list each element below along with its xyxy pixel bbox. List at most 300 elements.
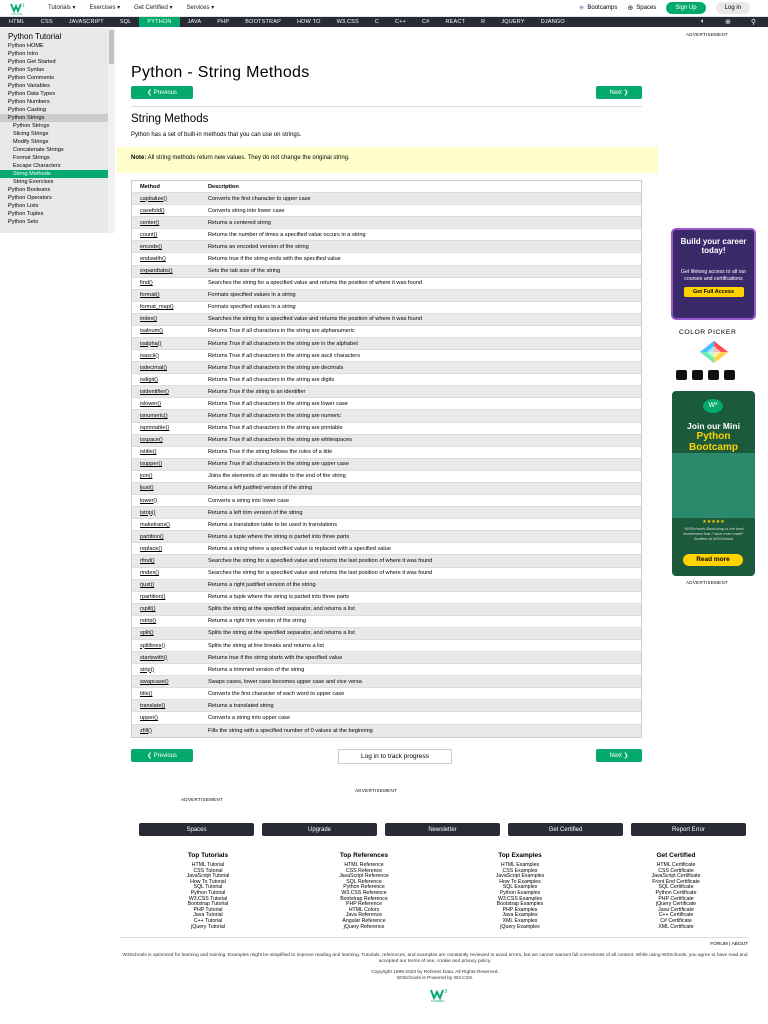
method-link[interactable]: center(): [140, 219, 160, 226]
footer-link[interactable]: jQuery Certificate: [655, 901, 697, 908]
description-cell: Returns true if the string starts with the specified value: [208, 654, 343, 661]
footer-link[interactable]: HTML Examples: [500, 862, 540, 868]
method-link[interactable]: encode(): [140, 243, 163, 250]
footer-newsletter-button[interactable]: Newsletter: [385, 823, 500, 836]
description-cell: Searches the string for a specified value and returns the last position of where it was found: [208, 557, 433, 564]
footer-link[interactable]: SQL Tutorial: [193, 884, 223, 891]
footer-link[interactable]: JavaScript Certificate: [651, 873, 701, 880]
svg-text:schools: schools: [11, 12, 23, 16]
method-link[interactable]: isdecimal(): [140, 364, 168, 371]
sidebar-item[interactable]: Python Operators: [8, 195, 52, 201]
method-link[interactable]: isidentifier(): [140, 388, 169, 395]
sidebar-item[interactable]: Python Numbers: [8, 99, 50, 105]
nav-javascript[interactable]: JAVASCRIPT: [68, 19, 104, 25]
table-header-row: [132, 181, 641, 193]
sidebar-item[interactable]: Python Lists: [8, 203, 39, 209]
footer-link[interactable]: Bootstrap Examples: [496, 901, 544, 908]
footer-link[interactable]: SQL Examples: [502, 884, 538, 891]
method-link[interactable]: lstrip(): [140, 509, 156, 516]
footer-link[interactable]: XML Examples: [502, 917, 538, 924]
method-cell: [132, 208, 208, 214]
description-cell: Sets the tab size of the string: [208, 268, 281, 275]
sidebar-item[interactable]: Python Strings: [13, 123, 50, 129]
table-row: [132, 568, 641, 580]
note-text: All string methods return new values. They do not change the original string.: [146, 155, 350, 161]
sidebar-item[interactable]: Python Variables: [8, 83, 50, 89]
method-link[interactable]: rfind(): [140, 557, 155, 564]
method-link[interactable]: index(): [140, 316, 158, 323]
footer-link[interactable]: C++ Tutorial: [193, 917, 223, 924]
svg-text:3: 3: [22, 3, 25, 8]
top-right-actions: [579, 2, 751, 14]
sidebar-item[interactable]: Python HOME: [8, 43, 44, 49]
nav-icons: [701, 18, 756, 26]
footer-report-error-button[interactable]: Report Error: [631, 823, 746, 836]
menu-tutorials[interactable]: Tutorials ▾: [48, 5, 76, 11]
method-cell: [132, 328, 208, 334]
note-box: [117, 147, 658, 173]
footer-logo[interactable]: [428, 986, 454, 1003]
table-row: [132, 471, 641, 483]
nav-c[interactable]: C: [374, 19, 380, 25]
method-link[interactable]: maketrans(): [140, 521, 170, 528]
nav-cpp[interactable]: C++: [395, 19, 407, 25]
footer-copyright: [120, 970, 750, 982]
w3schools-logo[interactable]: [9, 1, 31, 16]
description-cell: Returns a string where a specified value is replaced with a specified value: [208, 545, 391, 552]
career-promo[interactable]: [671, 228, 756, 320]
menu-services[interactable]: Services ▾: [186, 5, 215, 11]
footer-link[interactable]: HTML Tutorial: [191, 862, 225, 868]
footer-disclaimer: W3Schools is optimized for learning and training. Examples might be simplified to improve reading and learning. Tutorials, references, and examples are constantly reviewed to avoid errors, but we cannot warrant full correctness of all content. While using W3Schools, you agree to have read and accepted our terms of use, cookie and privacy policy.: [122, 953, 748, 964]
footer-link[interactable]: How To Examples: [499, 878, 541, 885]
footer-column: [624, 852, 728, 930]
method-cell: [132, 413, 208, 419]
globe-icon[interactable]: ⊕: [724, 19, 731, 26]
instagram-icon[interactable]: [692, 370, 703, 380]
nav-php[interactable]: PHP: [217, 19, 230, 25]
method-link[interactable]: join(): [140, 473, 153, 480]
method-cell: [132, 606, 208, 612]
footer-link[interactable]: Java Tutorial: [193, 912, 223, 919]
method-cell: [132, 401, 208, 407]
footer-link[interactable]: Bootstrap Reference: [340, 895, 388, 902]
spaces-link[interactable]: ⊕ Spaces: [627, 5, 657, 12]
description-cell: Returns True if all characters in the string are digits: [208, 376, 335, 383]
description-cell: Returns True if all characters in the string are whitespaces: [208, 437, 352, 444]
top-bar: [0, 0, 768, 17]
method-cell: [132, 485, 208, 491]
footer-link[interactable]: jQuery Examples: [500, 923, 540, 930]
footer-link[interactable]: JavaScript Reference: [339, 873, 389, 880]
method-link[interactable]: isprintable(): [140, 425, 170, 432]
table-row: [132, 217, 641, 229]
method-link[interactable]: partition(): [140, 533, 164, 540]
table-row: [132, 350, 641, 362]
table-row: [132, 664, 641, 676]
table-row: [132, 447, 641, 459]
next-button-top[interactable]: Next ❯: [596, 86, 642, 99]
method-cell: [132, 522, 208, 528]
description-cell: Swaps cases, lower case becomes upper case and vice versa: [208, 678, 362, 685]
method-link[interactable]: expandtabs(): [140, 268, 173, 275]
footer-link[interactable]: CSS Examples: [502, 867, 538, 874]
method-cell: [132, 232, 208, 238]
method-link[interactable]: isspace(): [140, 437, 163, 444]
method-link[interactable]: rpartition(): [140, 594, 166, 601]
description-cell: Splits the string at the specified separator, and returns a list: [208, 606, 355, 613]
footer-link[interactable]: PHP Reference: [346, 901, 382, 908]
method-link[interactable]: swapcase(): [140, 678, 169, 685]
footer-link[interactable]: C# Certificate: [660, 917, 692, 924]
footer-link[interactable]: C++ Certificate: [658, 912, 694, 919]
search-icon[interactable]: ⚲: [750, 19, 756, 26]
description-cell: Converts the first character to upper case: [208, 195, 311, 202]
footer-link[interactable]: Angular Reference: [342, 917, 386, 924]
method-cell: [132, 643, 208, 649]
footer-link[interactable]: How To Tutorial: [190, 878, 226, 885]
sidebar-item[interactable]: Python Strings: [0, 114, 115, 122]
rail-ad-label-top: ADVERTISEMENT: [686, 32, 729, 37]
method-cell: [132, 377, 208, 383]
table-row: [132, 278, 641, 290]
footer-link[interactable]: SQL Reference: [346, 878, 382, 885]
sidebar-item[interactable]: Python Data Types: [8, 91, 56, 97]
sidebar-item[interactable]: Python Intro: [8, 51, 39, 57]
method-link[interactable]: casefold(): [140, 207, 165, 214]
method-link[interactable]: split(): [140, 630, 154, 637]
sidebar-item[interactable]: Concatenate Strings: [13, 147, 64, 153]
description-cell: Returns a right justified version of the string: [208, 582, 316, 589]
description-cell: Returns a translation table to be used in translations: [208, 521, 338, 528]
sidebar-scrollbar[interactable]: [108, 28, 115, 233]
table-row: [132, 302, 641, 314]
description-cell: Returns True if all characters in the string are alphanumeric: [208, 328, 355, 335]
method-cell: [132, 292, 208, 298]
method-link[interactable]: rjust(): [140, 582, 155, 589]
method-link[interactable]: title(): [140, 690, 153, 697]
method-link[interactable]: isdigit(): [140, 376, 159, 383]
nav-r[interactable]: R: [481, 19, 486, 25]
description-cell: Fills the string with a specified number of 0 values at the beginning: [208, 727, 373, 734]
sidebar-item[interactable]: Python Booleans: [8, 187, 51, 193]
method-cell: [132, 280, 208, 286]
footer-link[interactable]: Bootstrap Tutorial: [187, 901, 229, 908]
table-row: [132, 688, 641, 700]
table-row: [132, 640, 641, 652]
social-links: [676, 370, 735, 380]
next-button-bottom[interactable]: Next ❯: [596, 749, 642, 762]
method-link[interactable]: ljust(): [140, 485, 154, 492]
footer-link[interactable]: CSS Certificate: [658, 867, 694, 874]
bootcamp-promo-photo: [672, 453, 755, 518]
footer-link[interactable]: W3.CSS Examples: [497, 895, 543, 902]
nav-bootstrap[interactable]: BOOTSTRAP: [245, 19, 281, 25]
description-cell: Searches the string for a specified value and returns the position of where it was found: [208, 280, 422, 287]
method-cell: [132, 220, 208, 226]
sidebar-item[interactable]: Python Comments: [8, 75, 55, 81]
method-link[interactable]: rindex(): [140, 570, 159, 577]
linkedin-icon[interactable]: [708, 370, 719, 380]
footer-link[interactable]: PHP Certificate: [658, 895, 694, 902]
table-row: [132, 712, 641, 724]
footer-get-certified-button[interactable]: Get Certified: [508, 823, 623, 836]
footer-link[interactable]: Python Reference: [343, 884, 385, 891]
footer-columns: [156, 852, 728, 930]
method-link[interactable]: endswith(): [140, 256, 166, 262]
svg-text:schools: schools: [431, 999, 445, 1003]
previous-button-top[interactable]: ❮ Previous: [131, 86, 193, 99]
svg-text:3: 3: [444, 989, 448, 995]
read-more-button[interactable]: Read more: [683, 554, 743, 566]
method-cell: [132, 316, 208, 322]
method-cell: [132, 461, 208, 467]
sidebar-item[interactable]: Slicing Strings: [13, 131, 49, 137]
description-cell: Returns a left justified version of the string: [208, 485, 313, 492]
table-row: [132, 543, 641, 555]
description-cell: Converts string into lower case: [208, 207, 285, 214]
method-link[interactable]: istitle(): [140, 449, 157, 456]
nav-howto[interactable]: HOW TO: [296, 19, 321, 25]
method-cell: [132, 425, 208, 431]
page-title: Python - String Methods: [131, 64, 310, 81]
header-method: Method: [140, 183, 160, 190]
footer-link[interactable]: PHP Tutorial: [193, 906, 223, 913]
method-cell: [132, 449, 208, 455]
previous-button-bottom[interactable]: ❮ Previous: [131, 749, 193, 762]
discord-icon[interactable]: [724, 370, 735, 380]
table-row: [132, 290, 641, 302]
method-link[interactable]: splitlines(): [140, 642, 166, 649]
table-row: [132, 531, 641, 543]
description-cell: Returns True if all characters in the string are in the alphabet: [208, 340, 358, 347]
menu-exercises[interactable]: Exercises ▾: [89, 5, 121, 11]
sidebar-item[interactable]: Python Syntax: [8, 67, 45, 73]
sidebar-item[interactable]: Python Tuples: [8, 211, 44, 217]
method-link[interactable]: islower(): [140, 400, 162, 407]
method-link[interactable]: isupper(): [140, 461, 163, 468]
method-cell: [132, 244, 208, 250]
nav-html[interactable]: HTML: [9, 19, 25, 25]
footer-link[interactable]: CSS Tutorial: [193, 867, 223, 874]
table-row: [132, 241, 641, 253]
career-promo-title: Build your career today!: [680, 237, 747, 255]
login-button[interactable]: Log in: [716, 2, 750, 14]
footer-link[interactable]: Java Reference: [345, 912, 383, 919]
footer-spaces-button[interactable]: Spaces: [139, 823, 254, 836]
method-link[interactable]: capitalize(): [140, 195, 168, 202]
nav-jquery[interactable]: JQUERY: [501, 19, 525, 25]
footer-link[interactable]: XML Certificate: [658, 923, 694, 930]
method-cell: [132, 256, 208, 262]
section-heading: String Methods: [131, 113, 209, 125]
nav-csharp[interactable]: C#: [422, 19, 430, 25]
footer-link[interactable]: JavaScript Tutorial: [186, 873, 230, 880]
description-cell: Returns True if the string is an identifier: [208, 388, 306, 395]
description-cell: Returns a right trim version of the string: [208, 618, 306, 625]
table-row: [132, 459, 641, 471]
menu-get-certified[interactable]: Get Certified ▾: [134, 5, 173, 11]
footer-link[interactable]: jQuery Tutorial: [191, 923, 225, 930]
footer-link[interactable]: Java Examples: [502, 912, 538, 919]
description-cell: Converts the first character of each word to upper case: [208, 690, 345, 697]
method-cell: [132, 389, 208, 395]
note-label: Note:: [131, 155, 147, 161]
sidebar-scroll-thumb[interactable]: [109, 30, 114, 64]
table-row: [132, 616, 641, 628]
description-cell: Searches the string for a specified value and returns the last position of where it was found: [208, 570, 433, 577]
color-picker-icon[interactable]: [694, 341, 734, 363]
footer-link[interactable]: HTML Colors: [348, 906, 380, 913]
method-cell: [132, 594, 208, 600]
bootcamp-promo[interactable]: [672, 391, 755, 576]
testimonial-quote: "W3Schools Bootcamp is the best investment that I have ever made" Student at W3Schools: [683, 526, 744, 541]
sidebar-list: [0, 42, 115, 226]
table-row: [132, 386, 641, 398]
method-link[interactable]: format(): [140, 292, 160, 299]
description-cell: Converts a string into lower case: [208, 497, 290, 504]
sidebar-item[interactable]: Python Casting: [8, 107, 46, 113]
nav-java[interactable]: JAVA: [187, 19, 202, 25]
method-link[interactable]: rsplit(): [140, 606, 156, 613]
method-link[interactable]: lower(): [140, 497, 158, 504]
method-cell: [132, 691, 208, 697]
table-row: [132, 253, 641, 265]
footer-column-title: Top Examples: [498, 852, 542, 859]
footer-column: [312, 852, 416, 930]
description-cell: Formats specified values in a string: [208, 292, 296, 299]
footer-column: [468, 852, 572, 930]
bootcamps-link[interactable]: ✳ Bootcamps: [578, 5, 618, 12]
method-link[interactable]: zfill(): [140, 727, 152, 734]
nav-django[interactable]: DJANGO: [540, 19, 565, 25]
description-cell: Returns a tuple where the string is parted into three parts: [208, 533, 350, 540]
table-row: [132, 205, 641, 217]
method-link[interactable]: isascii(): [140, 352, 159, 359]
table-row: [132, 229, 641, 241]
description-cell: Returns a left trim version of the string: [208, 509, 303, 516]
footer-link[interactable]: W3.CSS Tutorial: [188, 895, 228, 902]
divider: [131, 106, 642, 107]
description-cell: Returns a translated string: [208, 702, 274, 709]
footer-link[interactable]: Front End Certificate: [652, 878, 700, 885]
w3-logo-icon: W³: [703, 399, 723, 413]
signup-button[interactable]: Sign Up: [666, 2, 705, 14]
bootcamp-promo-line2: Python Bootcamp: [689, 431, 738, 453]
method-link[interactable]: isalpha(): [140, 340, 162, 347]
footer-link[interactable]: Java Certificate: [658, 906, 694, 913]
footer-link[interactable]: JavaScript Examples: [495, 873, 545, 880]
method-cell: [132, 570, 208, 576]
method-cell: [132, 546, 208, 552]
table-row: [132, 507, 641, 519]
method-link[interactable]: startswith(): [140, 654, 168, 661]
method-link[interactable]: upper(): [140, 714, 159, 721]
description-cell: Returns True if all characters in the string are upper case: [208, 461, 349, 468]
method-link[interactable]: translate(): [140, 702, 166, 709]
description-cell: Returns a trimmed version of the string: [208, 666, 305, 673]
nav-react[interactable]: REACT: [445, 19, 466, 25]
get-full-access-button[interactable]: Get Full Access: [684, 287, 744, 297]
theme-toggle-icon[interactable]: ◐: [700, 18, 705, 25]
footer-link[interactable]: Python Examples: [499, 889, 541, 896]
table-row: [132, 676, 641, 688]
table-row: [132, 338, 641, 350]
method-link[interactable]: isalnum(): [140, 328, 164, 335]
top-menu: [48, 4, 214, 11]
description-cell: Returns the number of times a specified value occurs in a string: [208, 231, 366, 238]
header-description: Description: [208, 183, 239, 190]
nav-w3css[interactable]: W3.CSS: [336, 19, 359, 25]
table-row: [132, 483, 641, 495]
method-link[interactable]: format_map(): [140, 304, 174, 311]
method-link[interactable]: isnumeric(): [140, 413, 168, 420]
method-link[interactable]: rstrip(): [140, 618, 157, 625]
sidebar-item[interactable]: String Methods: [0, 170, 115, 178]
table-row: [132, 423, 641, 435]
footer-link[interactable]: CSS Reference: [345, 867, 383, 874]
table-row: [132, 652, 641, 664]
table-row: [132, 604, 641, 616]
track-progress-button[interactable]: Log in to track progress: [338, 749, 452, 764]
footer-upgrade-button[interactable]: Upgrade: [262, 823, 377, 836]
table-row: [132, 519, 641, 531]
sidebar-item[interactable]: Format Strings: [13, 155, 50, 161]
facebook-icon[interactable]: [676, 370, 687, 380]
sidebar-item[interactable]: Modify Strings: [13, 139, 49, 145]
footer-link[interactable]: W3.CSS Reference: [341, 889, 387, 896]
method-cell: [132, 728, 208, 734]
table-row: [132, 495, 641, 507]
bootcamp-promo-line1: Join our Mini: [687, 421, 740, 431]
sidebar-item[interactable]: String Exercises: [13, 179, 54, 185]
description-cell: Joins the elements of an iterable to the end of the string: [208, 473, 346, 480]
table-row: [132, 592, 641, 604]
method-link[interactable]: strip(): [140, 666, 155, 673]
footer-link[interactable]: Python Certificate: [655, 889, 697, 896]
footer-divider: [119, 937, 749, 938]
method-link[interactable]: find(): [140, 280, 153, 287]
nav-sql[interactable]: SQL: [119, 19, 132, 25]
sidebar-item[interactable]: Python Sets: [8, 219, 39, 225]
table-row: [132, 398, 641, 410]
footer-link[interactable]: SQL Certificate: [658, 884, 694, 891]
method-cell: [132, 268, 208, 274]
footer-link[interactable]: Python Tutorial: [190, 889, 226, 896]
nav-css[interactable]: CSS: [40, 19, 53, 25]
sidebar-item[interactable]: Escape Characters: [13, 163, 61, 169]
description-cell: Returns True if all characters in the string are decimals: [208, 364, 344, 371]
language-nav-bar: [0, 17, 768, 27]
footer-link[interactable]: HTML Reference: [344, 862, 384, 868]
method-cell: [132, 558, 208, 564]
method-link[interactable]: replace(): [140, 545, 163, 552]
description-cell: Splits the string at line breaks and returns a list: [208, 642, 324, 649]
nav-python[interactable]: PYTHON: [139, 17, 179, 27]
forum-about-links[interactable]: FORUM | ABOUT: [710, 942, 748, 947]
method-link[interactable]: count(): [140, 231, 158, 238]
footer-link[interactable]: jQuery Reference: [343, 923, 385, 930]
footer-link[interactable]: HTML Certificate: [656, 862, 696, 868]
rail-ad-label-bottom: ADVERTISEMENT: [686, 580, 729, 585]
table-row: [132, 555, 641, 567]
table-row: [132, 700, 641, 712]
footer-buttons: [139, 823, 746, 836]
footer-column-title: Top References: [339, 852, 389, 859]
sidebar-item[interactable]: Python Get Started: [8, 59, 56, 65]
copyright-text: Copyright 1999-2023 by Refsnes Data. All Rights Reserved.: [371, 970, 499, 975]
footer-link[interactable]: PHP Examples: [502, 906, 538, 913]
